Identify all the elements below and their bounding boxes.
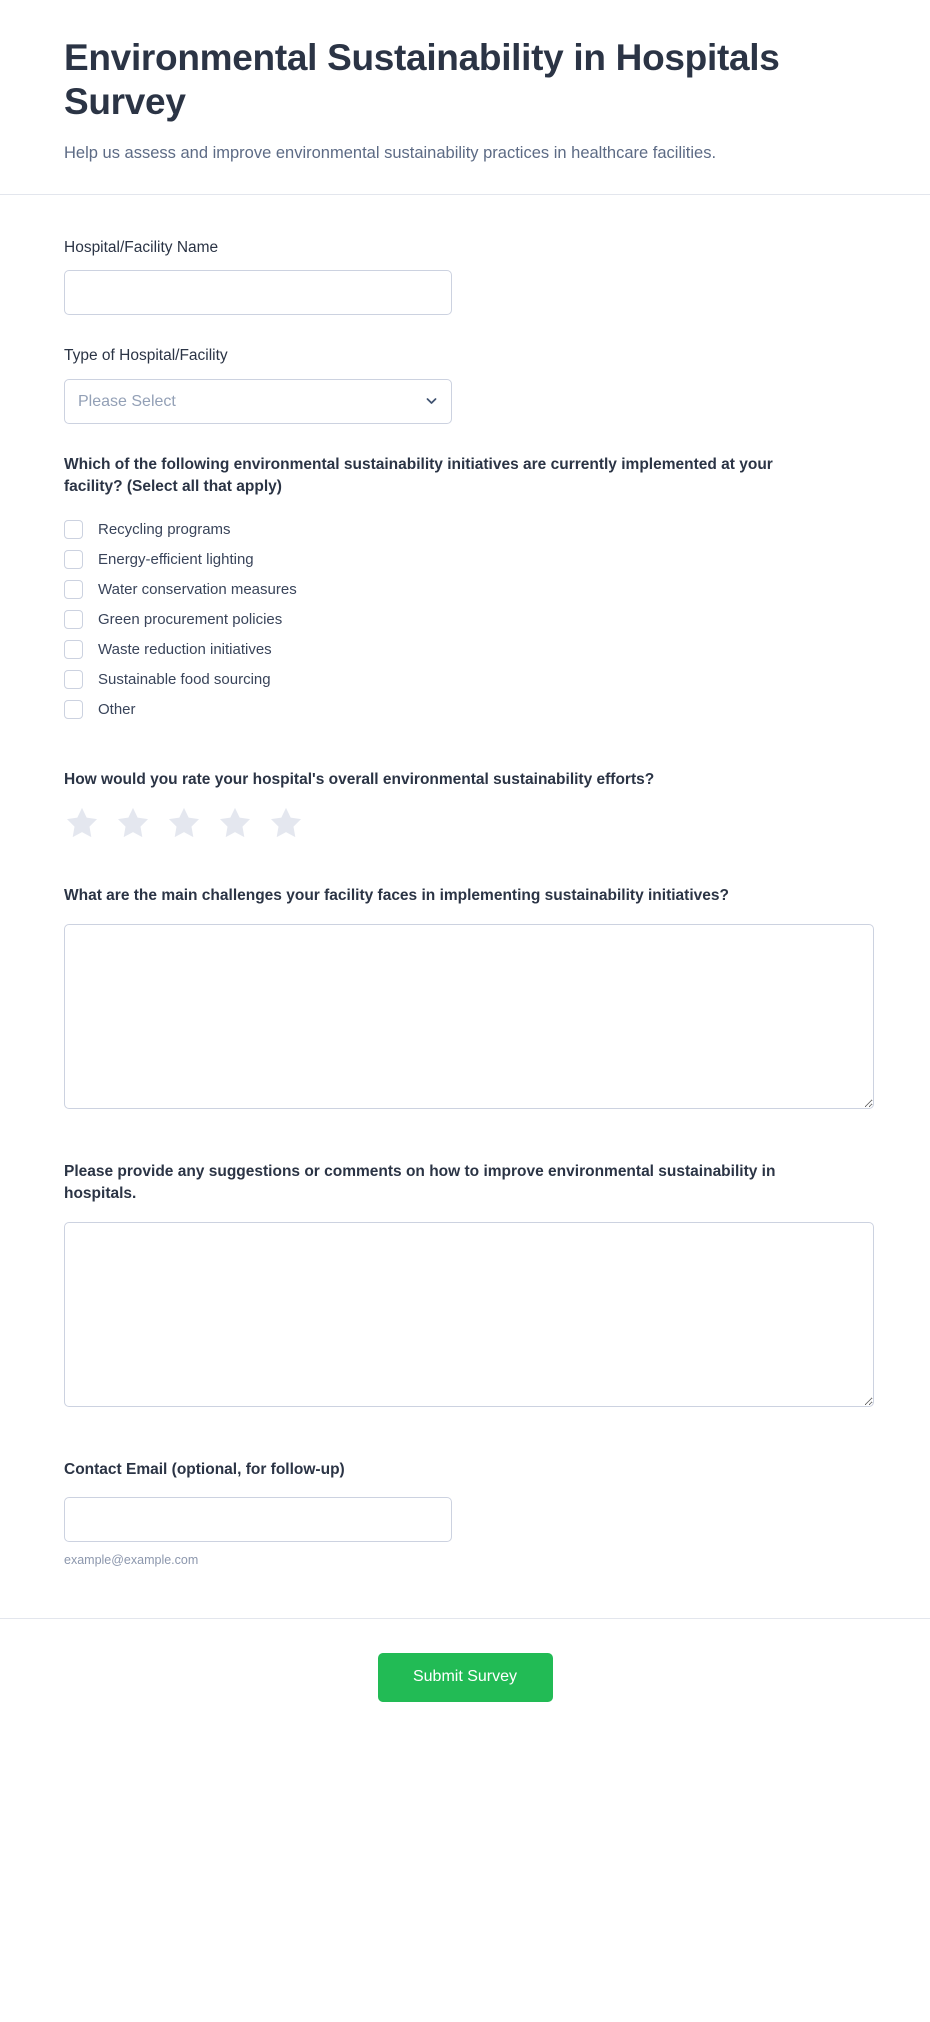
star-icon[interactable] xyxy=(64,805,100,841)
form-footer xyxy=(0,1618,930,1746)
facility-type-select-wrapper xyxy=(64,379,452,424)
contact-email-helper-text: example@example.com xyxy=(64,1553,199,1568)
checkbox-label: Waste reduction initiatives xyxy=(98,641,272,659)
checkbox-label: Water conservation measures xyxy=(98,581,297,599)
checkbox-row[interactable] xyxy=(64,545,866,575)
checkbox-row[interactable] xyxy=(64,665,866,695)
checkbox-label: Energy-efficient lighting xyxy=(98,551,254,569)
field-initiatives xyxy=(64,454,866,725)
field-facility-name xyxy=(64,237,866,315)
field-contact-email xyxy=(64,1459,866,1570)
checkbox-label: Sustainable food sourcing xyxy=(98,671,271,689)
field-facility-type xyxy=(64,345,866,423)
initiatives-label: Which of the following environmental sustainability initiatives are currently implemented at your facility? (Select all that apply) xyxy=(64,455,773,496)
facility-type-select[interactable] xyxy=(64,379,452,424)
contact-email-input[interactable] xyxy=(64,1497,452,1542)
suggestions-label: Please provide any suggestions or comments on how to improve environmental sustainability in hospitals. xyxy=(64,1162,776,1203)
star-icon[interactable] xyxy=(268,805,304,841)
checkbox-row[interactable] xyxy=(64,605,866,635)
star-icon[interactable] xyxy=(115,805,151,841)
star-icon[interactable] xyxy=(217,805,253,841)
checkbox-row[interactable] xyxy=(64,695,866,725)
star-rating[interactable] xyxy=(64,805,866,841)
checkbox-input[interactable] xyxy=(64,670,83,689)
facility-name-input[interactable] xyxy=(64,270,452,315)
checkbox-input[interactable] xyxy=(64,640,83,659)
submit-survey-button[interactable]: Submit Survey xyxy=(378,1653,553,1702)
checkbox-input[interactable] xyxy=(64,580,83,599)
contact-email-label: Contact Email (optional, for follow-up) xyxy=(64,1460,345,1478)
challenges-textarea[interactable] xyxy=(64,924,874,1109)
checkbox-input[interactable] xyxy=(64,700,83,719)
rating-label: How would you rate your hospital's overall environmental sustainability efforts? xyxy=(64,770,655,788)
page-title: Environmental Sustainability in Hospitals Survey xyxy=(64,37,780,123)
form-header xyxy=(0,0,930,195)
checkbox-row[interactable] xyxy=(64,515,866,545)
suggestions-textarea[interactable] xyxy=(64,1222,874,1407)
field-challenges xyxy=(64,885,866,1108)
initiatives-checkbox-list xyxy=(64,515,866,725)
checkbox-row[interactable] xyxy=(64,575,866,605)
page-subtitle: Help us assess and improve environmental sustainability practices in healthcare facilities. xyxy=(64,143,717,162)
checkbox-input[interactable] xyxy=(64,550,83,569)
form-body xyxy=(0,195,930,1618)
facility-type-label: Type of Hospital/Facility xyxy=(64,347,228,365)
star-icon[interactable] xyxy=(166,805,202,841)
checkbox-label: Recycling programs xyxy=(98,521,231,539)
checkbox-input[interactable] xyxy=(64,610,83,629)
checkbox-label: Green procurement policies xyxy=(98,611,283,629)
challenges-label: What are the main challenges your facility faces in implementing sustainability initiatives? xyxy=(64,887,729,905)
checkbox-input[interactable] xyxy=(64,520,83,539)
field-suggestions xyxy=(64,1161,866,1407)
field-rating xyxy=(64,769,866,841)
checkbox-label: Other xyxy=(98,701,136,719)
checkbox-row[interactable] xyxy=(64,635,866,665)
facility-name-label: Hospital/Facility Name xyxy=(64,238,219,256)
